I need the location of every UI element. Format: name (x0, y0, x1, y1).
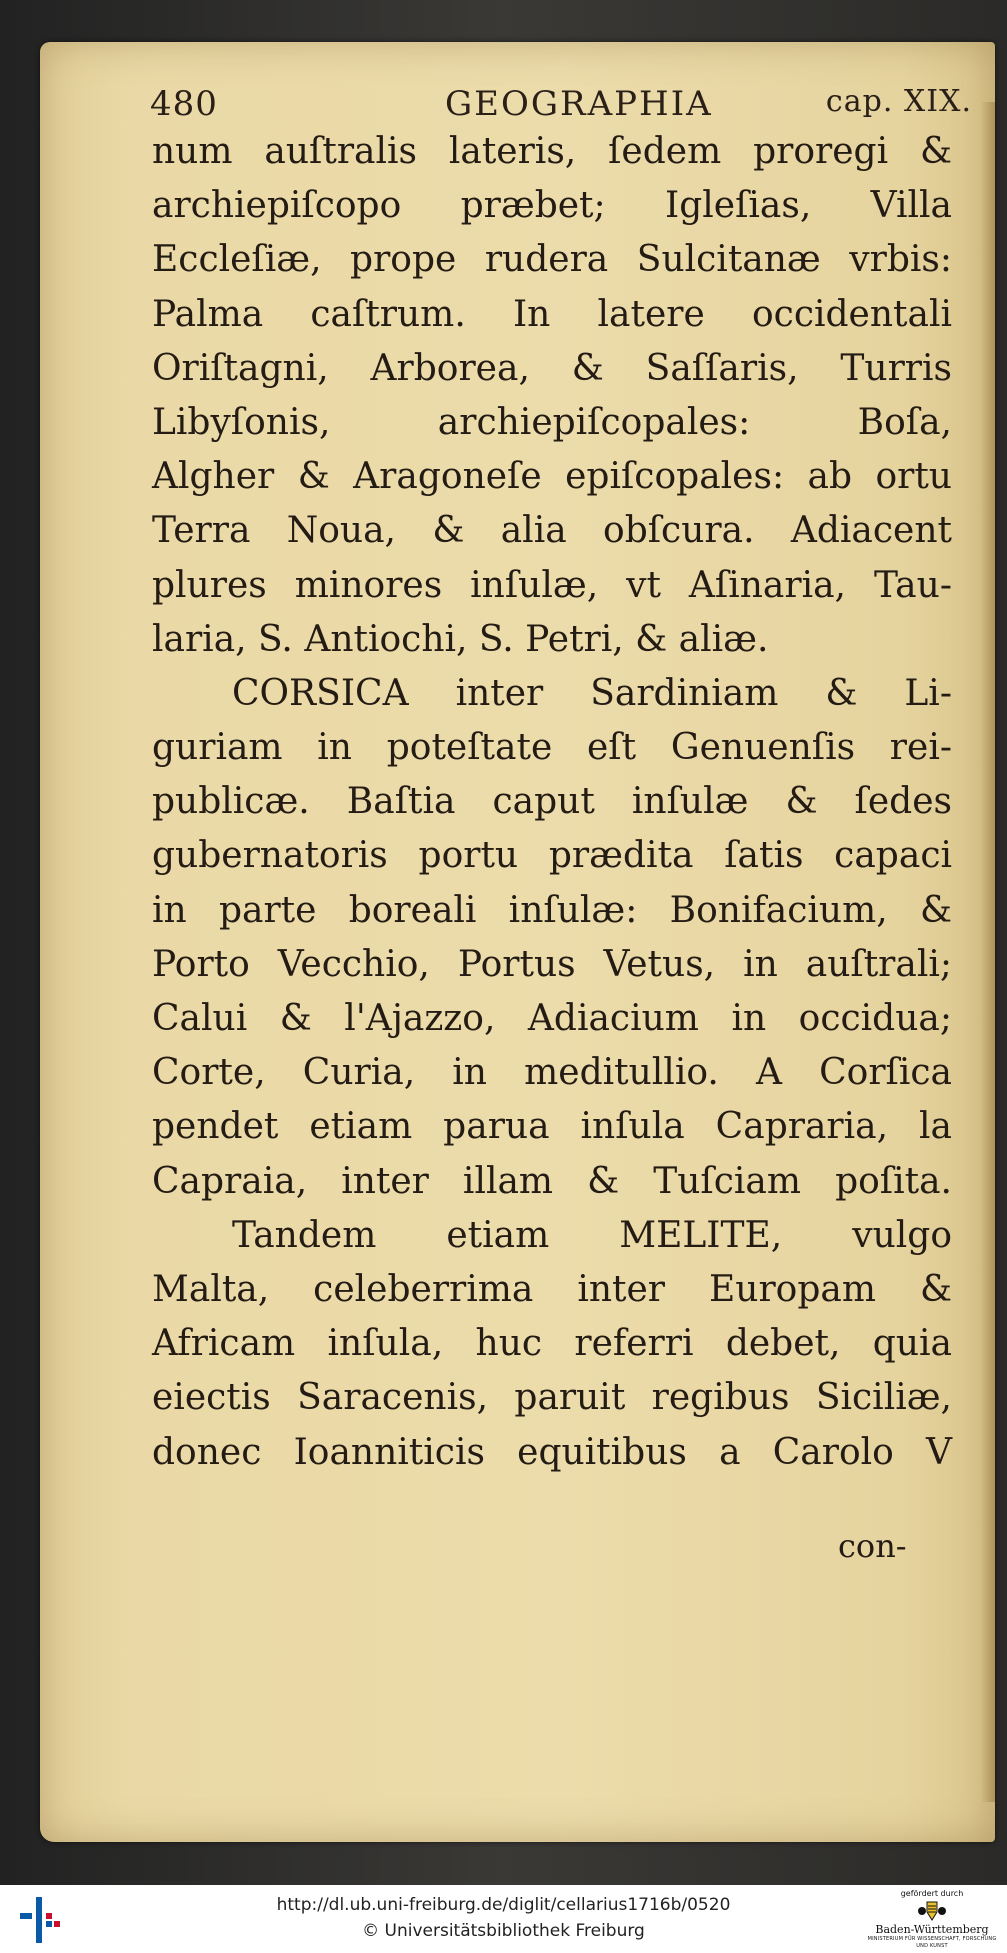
text-line: CORSICA inter Sardiniam & Li- (232, 672, 952, 714)
running-title: GEOGRAPHIA (445, 84, 713, 124)
catchword: con- (838, 1527, 907, 1565)
funder-name: Baden-Württemberg (875, 1923, 989, 1936)
page-body-text (152, 125, 952, 1480)
text-line: gubernatoris portu prædita ſatis capaci (152, 835, 952, 877)
text-line: Libyſonis, archiepiſcopales: Boſa, (152, 401, 952, 443)
chapter-label: cap. XIX. (825, 84, 972, 119)
text-line: Tandem etiam MELITE, vulgo (232, 1214, 952, 1256)
funder-label: gefördert durch (900, 1889, 964, 1898)
text-line: archiepiſcopo præbet; Igleſias, Villa (152, 185, 952, 227)
text-line: in parte boreali inſulæ: Bonifacium, & (152, 889, 952, 931)
text-line: Eccleſiæ, prope rudera Sulcitanæ vrbis: (152, 239, 952, 281)
page-number: 480 (150, 84, 218, 124)
text-line: Capraia, inter illam & Tuſciam poſita. (152, 1160, 952, 1202)
text-line: eiectis Saracenis, paruit regibus Siciliæ, (152, 1377, 952, 1419)
page-url[interactable]: http://dl.ub.uni-freiburg.de/diglit/cellarius1716b/0520 (276, 1895, 731, 1915)
text-line: donec Ioanniticis equitibus a Carolo V (152, 1431, 952, 1473)
page-edge-shadow (981, 102, 995, 1802)
text-line: Corte, Curia, in meditullio. A Corſica (152, 1052, 952, 1094)
viewer-footer (0, 1885, 1007, 1953)
text-line: publicæ. Baſtia caput inſulæ & ſedes (152, 781, 952, 823)
text-line: Africam inſula, huc referri debet, quia (152, 1323, 952, 1365)
text-line: pendet etiam parua inſula Capraria, la (152, 1106, 952, 1148)
copyright-notice: © Universitätsbibliothek Freiburg (362, 1921, 645, 1941)
funder-block (862, 1889, 1002, 1951)
text-line: laria, S. Antiochi, S. Petri, & aliæ. (152, 618, 769, 660)
funder-ministry: MINISTERIUM FÜR WISSENSCHAFT, FORSCHUNG UND KUNST (867, 1936, 997, 1949)
text-line: Terra Noua, & alia obſcura. Adiacent (152, 510, 952, 552)
text-line: Algher & Aragoneſe epiſcopales: ab ortu (152, 456, 952, 498)
text-line: Palma caſtrum. In latere occidentali (152, 293, 952, 335)
text-line: plures minores inſulæ, vt Aſinaria, Tau- (152, 564, 952, 606)
text-line: Calui & l'Ajazzo, Adiacium in occidua; (152, 998, 952, 1039)
text-line: Malta, celeberrima inter Europam & (152, 1268, 952, 1310)
text-line: guriam in poteſtate eſt Genuenſis rei- (152, 727, 952, 769)
text-line: num auſtralis lateris, ſedem proregi & (152, 131, 952, 172)
text-line: Oriſtagni, Arborea, & Saſſaris, Turris (152, 347, 952, 389)
text-line: Porto Vecchio, Portus Vetus, in auſtrali; (152, 943, 952, 985)
coat-of-arms-icon (917, 1900, 947, 1922)
